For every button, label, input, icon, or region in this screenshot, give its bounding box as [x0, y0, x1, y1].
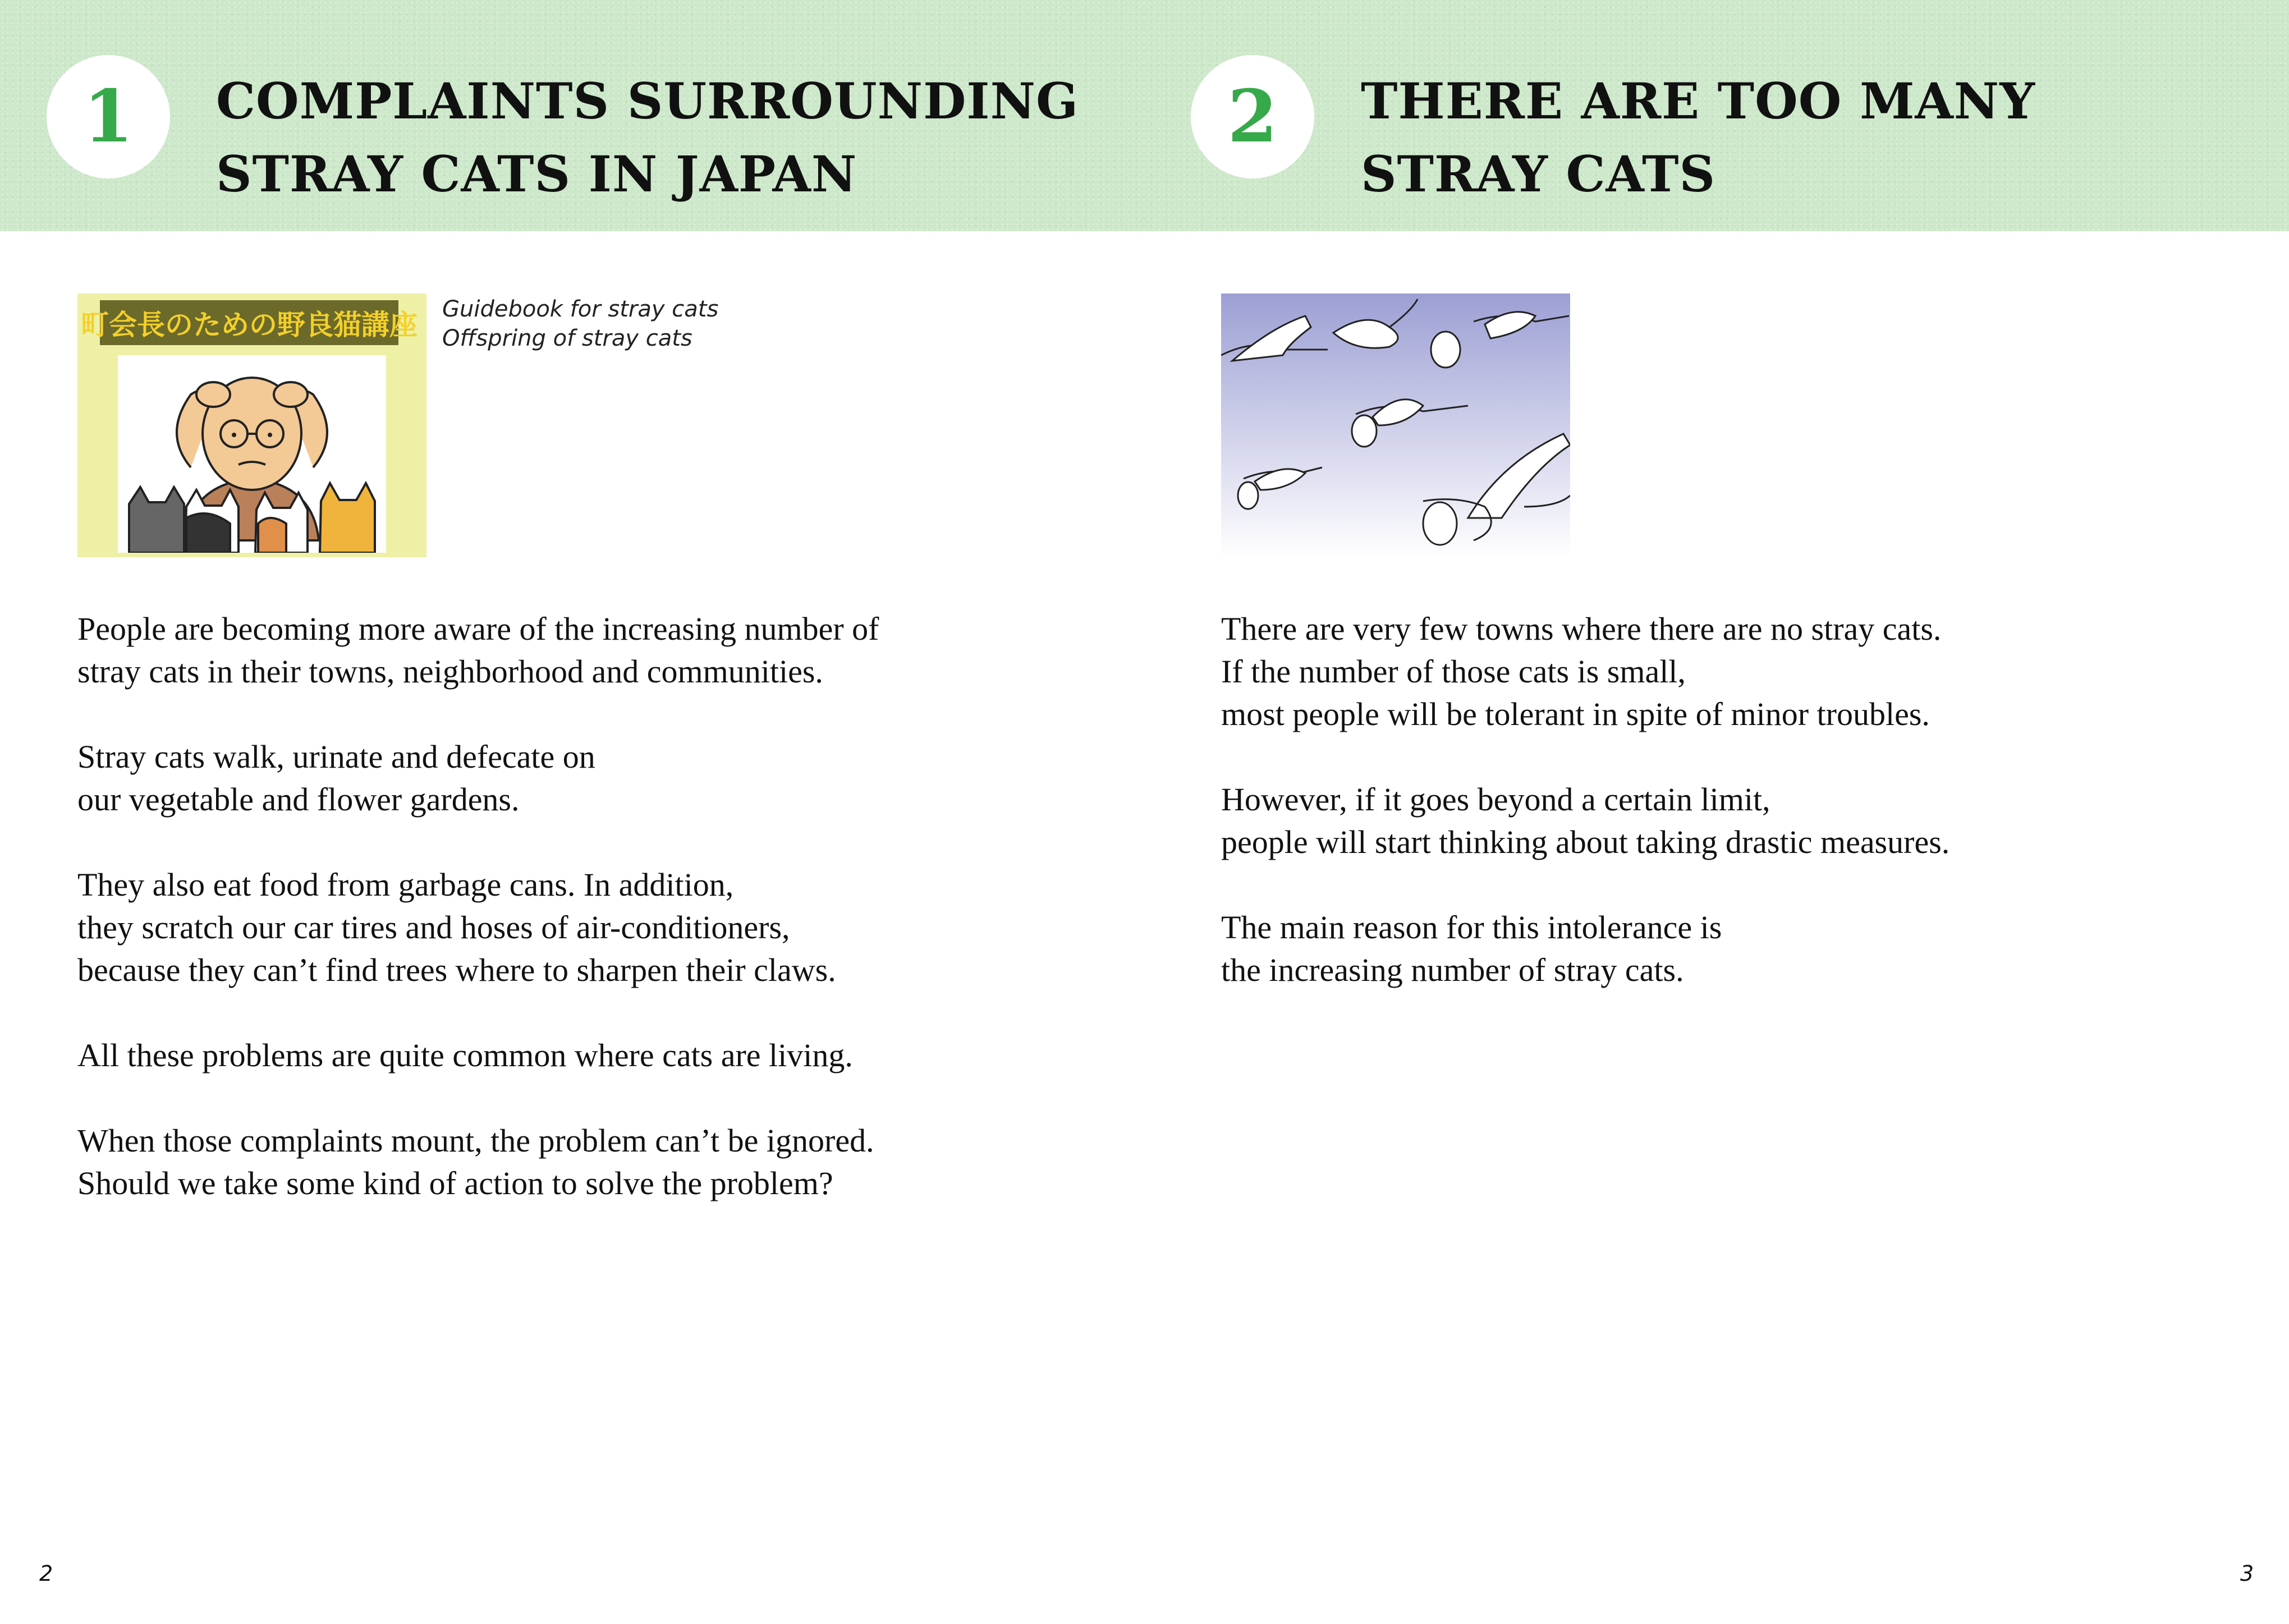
text-line: However, if it goes beyond a certain limit, [1221, 781, 1770, 818]
text-line: There are very few towns where there are no stray cats. [1221, 611, 1942, 647]
section-title-1 [216, 65, 1079, 210]
section-2-paragraph-2 [1221, 778, 1949, 864]
section-title-1-line-1: COMPLAINTS SURROUNDING [216, 72, 1079, 130]
storks-carrying-kittens-illustration [1221, 293, 1570, 557]
section-1-paragraph-1 [77, 608, 879, 693]
text-line: they scratch our car tires and hoses of air-conditioners, [77, 909, 790, 946]
section-2-body [1221, 608, 1949, 1034]
text-line: All these problems are quite common where cats are living. [77, 1037, 853, 1074]
section-1-body [77, 608, 879, 1247]
text-line: the increasing number of stray cats. [1221, 952, 1684, 988]
text-line: stray cats in their towns, neighborhood and communities. [77, 653, 823, 690]
text-line: If the number of those cats is small, [1221, 653, 1686, 690]
section-number-1: 1 [83, 75, 134, 159]
section-title-1-line-2: STRAY CATS IN JAPAN [216, 145, 857, 203]
section-2-paragraph-1 [1221, 608, 1949, 736]
page-number-right: 3 [2240, 1561, 2254, 1586]
text-line: most people will be tolerant in spite of minor troubles. [1221, 696, 1930, 732]
guidebook-banner-text: 町会長のための野良猫講座 [81, 309, 418, 341]
caption-line-2: Offspring of stray cats [442, 325, 692, 351]
text-line: People are becoming more aware of the increasing number of [77, 611, 879, 647]
section-number-2: 2 [1227, 75, 1278, 159]
text-line: When those complaints mount, the problem can’t be ignored. [77, 1122, 874, 1159]
section-number-badge-2 [1191, 55, 1314, 178]
section-title-2-line-2: STRAY CATS [1361, 145, 1716, 203]
section-1-paragraph-4 [77, 1034, 879, 1077]
guidebook-caption [442, 295, 718, 353]
worried-man-with-cats-drawing [118, 355, 386, 553]
section-2-paragraph-3 [1221, 906, 1949, 992]
text-line: our vegetable and flower gardens. [77, 781, 520, 818]
caption-line-1: Guidebook for stray cats [442, 296, 719, 322]
page-number-left: 2 [39, 1561, 53, 1586]
section-1-paragraph-3 [77, 864, 879, 992]
storks-drawing [1221, 293, 1570, 557]
text-line: because they can’t find trees where to sharpen their claws. [77, 952, 836, 988]
text-line: The main reason for this intolerance is [1221, 909, 1722, 946]
text-line: They also eat food from garbage cans. In addition, [77, 866, 734, 903]
section-title-2-line-1: THERE ARE TOO MANY [1361, 72, 2036, 130]
text-line: Should we take some kind of action to solve the problem? [77, 1165, 833, 1201]
section-title-2 [1361, 65, 2035, 210]
section-1-paragraph-5 [77, 1120, 879, 1205]
guidebook-banner [81, 300, 418, 345]
text-line: Stray cats walk, urinate and defecate on [77, 738, 595, 775]
section-1-paragraph-2 [77, 736, 879, 821]
text-line: people will start thinking about taking drastic measures. [1221, 824, 1950, 860]
guidebook-illustration [77, 293, 426, 557]
section-number-badge-1 [47, 55, 170, 178]
